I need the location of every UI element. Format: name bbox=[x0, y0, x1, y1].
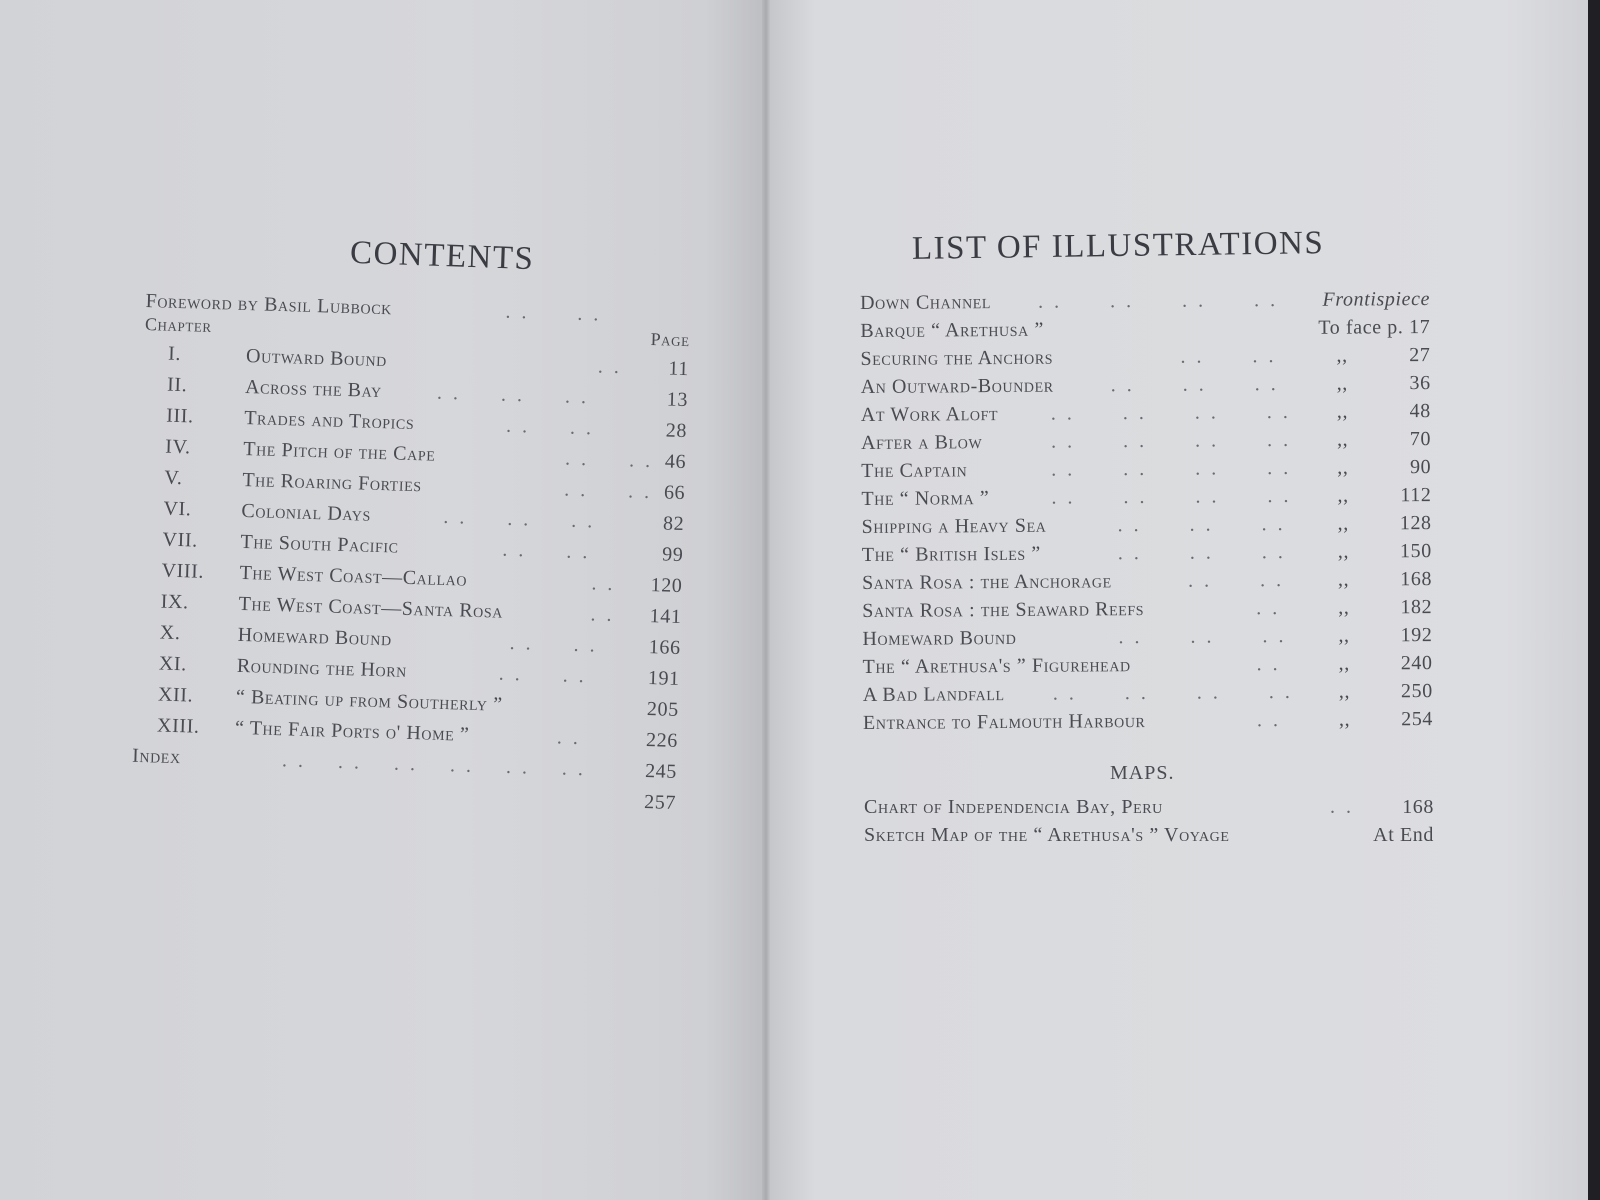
illustration-page: To face p. 17 bbox=[1318, 316, 1431, 339]
index-title: Index bbox=[131, 744, 182, 769]
illustration-page: 240 bbox=[1400, 652, 1433, 675]
chapter-title: Across the Bay bbox=[244, 375, 383, 403]
chapter-title: The West Coast—Santa Rosa bbox=[238, 592, 504, 623]
illustration-row bbox=[863, 708, 1433, 740]
ditto-mark: ,, bbox=[1338, 596, 1350, 619]
map-row bbox=[864, 796, 1434, 824]
illustration-title: Homeward Bound bbox=[862, 626, 1017, 650]
leader-dots: . . . . . . bbox=[1110, 373, 1279, 397]
illustration-page: 36 bbox=[1409, 372, 1431, 395]
leader-dots: . . . . bbox=[498, 662, 588, 688]
illustration-title: Entrance to Falmouth Harbour bbox=[862, 710, 1146, 734]
chapter-title: Rounding the Horn bbox=[236, 654, 408, 682]
leader-dots: . . . . . . . . bbox=[1051, 484, 1292, 509]
illustration-title: Shipping a Heavy Sea bbox=[861, 514, 1047, 538]
leader-dots: . . bbox=[597, 355, 623, 379]
illustrations-heading: LIST OF ILLUSTRATIONS bbox=[911, 225, 1325, 267]
ditto-mark: ,, bbox=[1337, 568, 1350, 591]
leader-dots: . . bbox=[1330, 796, 1354, 818]
chapter-title: “ Beating up from Southerly ” bbox=[235, 685, 503, 716]
chapter-title: Homeward Bound bbox=[237, 623, 393, 651]
chapter-title: Trades and Tropics bbox=[243, 406, 415, 435]
chapter-page: 99 bbox=[661, 543, 684, 567]
illustration-page: 182 bbox=[1400, 596, 1433, 619]
leader-dots: . . bbox=[591, 572, 616, 596]
illustration-title: Santa Rosa : the Seaward Reefs bbox=[862, 598, 1145, 622]
chapter-number: II. bbox=[166, 373, 188, 397]
ditto-mark: ,, bbox=[1336, 428, 1349, 451]
leader-dots: . . . . . . bbox=[1117, 513, 1286, 537]
leader-dots: . . bbox=[1256, 653, 1281, 676]
chapter-number: III. bbox=[165, 404, 194, 428]
chapter-page: 120 bbox=[650, 574, 683, 598]
chapter-page: 141 bbox=[649, 605, 682, 629]
illustration-row bbox=[861, 484, 1431, 516]
illustration-row bbox=[862, 596, 1432, 628]
chapter-title: “ The Fair Ports o' Home ” bbox=[234, 716, 470, 746]
illustration-row bbox=[861, 372, 1431, 404]
book-cover-edge bbox=[1588, 0, 1600, 1200]
chapter-number: V. bbox=[164, 466, 183, 490]
illustration-row bbox=[861, 428, 1431, 460]
chapter-number: VII. bbox=[162, 528, 199, 552]
illustration-title: An Outward-Bounder bbox=[860, 374, 1054, 398]
illustration-page: 27 bbox=[1409, 344, 1431, 367]
ditto-mark: ,, bbox=[1338, 680, 1351, 703]
leader-dots: . . . . bbox=[505, 414, 595, 440]
map-page: 168 bbox=[1402, 796, 1434, 818]
illustration-page: Frontispiece bbox=[1322, 288, 1431, 311]
leader-dots: . . . . . . bbox=[1118, 625, 1287, 649]
illustration-page: 250 bbox=[1400, 680, 1433, 703]
ditto-mark: ,, bbox=[1338, 652, 1350, 675]
illustration-row bbox=[860, 344, 1430, 376]
chapter-page: 82 bbox=[662, 512, 685, 536]
illustration-row bbox=[863, 680, 1433, 712]
illustration-row bbox=[862, 540, 1432, 572]
illustration-title: Down Channel bbox=[860, 291, 992, 314]
leader-dots: . . . . bbox=[509, 631, 598, 657]
illustration-title: The “ Norma ” bbox=[861, 487, 990, 510]
contents-heading: CONTENTS bbox=[349, 234, 535, 278]
illustration-title: Santa Rosa : the Anchorage bbox=[861, 570, 1112, 594]
chapter-number: VIII. bbox=[161, 559, 205, 583]
illustration-title: The “ Arethusa's ” Figurehead bbox=[862, 654, 1131, 678]
chapter-page: 66 bbox=[663, 481, 686, 505]
leader-dots: . . . . . . . . bbox=[1052, 680, 1293, 705]
illustration-page: 70 bbox=[1409, 428, 1432, 451]
leader-dots: . . . . bbox=[1187, 569, 1285, 592]
chapter-number: XI. bbox=[158, 652, 188, 676]
leader-dots: . . . . . . . . bbox=[1050, 428, 1292, 453]
leader-dots: . . bbox=[1256, 597, 1281, 620]
leader-dots: . . . . . . . . . . . . bbox=[281, 749, 587, 781]
maps-list bbox=[864, 796, 1434, 856]
leader-dots: . . . . bbox=[564, 447, 654, 473]
illustration-row bbox=[860, 288, 1430, 320]
ditto-mark: ,, bbox=[1336, 344, 1348, 367]
map-row bbox=[864, 824, 1434, 852]
chapter-number: IV. bbox=[165, 435, 192, 459]
illustration-page: 150 bbox=[1399, 540, 1432, 563]
leader-dots: . . . . bbox=[502, 538, 591, 564]
illustration-row bbox=[862, 512, 1432, 544]
leader-dots: . . . . bbox=[505, 300, 602, 326]
leader-dots: . . . . . . . . bbox=[1051, 456, 1292, 481]
leader-dots: . . . . bbox=[563, 478, 653, 504]
map-title: Sketch Map of the “ Arethusa's ” Voyage bbox=[864, 824, 1230, 846]
ditto-mark: ,, bbox=[1338, 624, 1350, 647]
illustration-title: The “ British Isles ” bbox=[861, 542, 1041, 566]
leader-dots: . . bbox=[556, 726, 582, 750]
chapter-page: 166 bbox=[648, 636, 681, 660]
chapter-page: 46 bbox=[664, 450, 687, 474]
illustration-title: At Work Aloft bbox=[860, 403, 999, 426]
chapter-page: 13 bbox=[666, 388, 689, 412]
illustration-row bbox=[862, 568, 1432, 600]
illustration-title: The Captain bbox=[861, 459, 968, 482]
foreword-title: Foreword by Basil Lubbock bbox=[145, 290, 393, 320]
chapter-title: The South Pacific bbox=[240, 530, 399, 558]
ditto-mark: ,, bbox=[1336, 400, 1349, 423]
chapter-label: Chapter bbox=[144, 313, 213, 336]
illustration-page: 128 bbox=[1399, 512, 1432, 535]
leader-dots: . . . . bbox=[1180, 345, 1277, 368]
chapter-title: The Pitch of the Cape bbox=[243, 437, 436, 466]
maps-heading: MAPS. bbox=[1110, 762, 1175, 784]
chapter-number: VI. bbox=[163, 497, 192, 521]
chapter-page: 28 bbox=[665, 419, 688, 443]
chapter-number: XII. bbox=[157, 683, 194, 707]
illustration-page: 254 bbox=[1401, 708, 1434, 731]
illustrations-list bbox=[860, 288, 1433, 752]
book-gutter bbox=[762, 0, 770, 1200]
illustration-page: 48 bbox=[1409, 400, 1431, 423]
leader-dots: . . bbox=[590, 603, 615, 627]
illustration-row bbox=[861, 400, 1431, 432]
illustration-title: Barque “ Arethusa ” bbox=[860, 318, 1044, 342]
chapter-title: The West Coast—Callao bbox=[239, 561, 468, 591]
leader-dots: . . . . . . bbox=[443, 505, 596, 533]
chapter-title: The Roaring Forties bbox=[242, 468, 422, 497]
chapter-page: 205 bbox=[646, 698, 680, 721]
ditto-mark: ,, bbox=[1337, 540, 1350, 563]
leader-dots: . . . . . . bbox=[1117, 541, 1286, 565]
chapter-number: X. bbox=[159, 621, 181, 645]
chapter-number: I. bbox=[167, 342, 182, 366]
map-title: Chart of Independencia Bay, Peru bbox=[864, 796, 1163, 818]
chapter-page: 191 bbox=[647, 667, 681, 690]
illustration-title: Securing the Anchors bbox=[860, 346, 1054, 370]
ditto-mark: ,, bbox=[1337, 512, 1349, 535]
chapter-list bbox=[131, 342, 690, 814]
foreword-page: 11 bbox=[668, 357, 690, 381]
illustration-page: 112 bbox=[1400, 484, 1432, 507]
illustration-row bbox=[862, 624, 1432, 656]
ditto-mark: ,, bbox=[1337, 456, 1349, 479]
chapter-page: 245 bbox=[644, 760, 678, 783]
illustration-page: 90 bbox=[1409, 456, 1432, 479]
leader-dots: . . . . . . . . bbox=[1037, 289, 1279, 313]
illustration-title: After a Blow bbox=[860, 431, 983, 454]
illustration-row bbox=[860, 316, 1430, 348]
illustration-page: 168 bbox=[1400, 568, 1433, 591]
chapter-page: 226 bbox=[645, 729, 679, 752]
ditto-mark: ,, bbox=[1337, 484, 1349, 507]
map-page: At End bbox=[1373, 824, 1434, 846]
illustration-page: 192 bbox=[1400, 624, 1433, 647]
chapter-title: Outward Bound bbox=[245, 345, 388, 372]
illustration-row bbox=[861, 456, 1431, 488]
page-label: Page bbox=[650, 328, 691, 351]
illustration-row bbox=[863, 652, 1433, 684]
chapter-number: XIII. bbox=[156, 714, 200, 738]
leader-dots: . . bbox=[1256, 709, 1282, 732]
chapter-number: IX. bbox=[160, 590, 189, 614]
leader-dots: . . . . . . bbox=[436, 381, 590, 409]
contents-block bbox=[131, 290, 691, 826]
ditto-mark: ,, bbox=[1338, 708, 1351, 731]
ditto-mark: ,, bbox=[1336, 372, 1348, 395]
chapter-title: Colonial Days bbox=[241, 499, 372, 526]
index-page: 257 bbox=[643, 791, 677, 814]
leader-dots: . . . . . . . . bbox=[1050, 400, 1291, 425]
illustration-title: A Bad Landfall bbox=[862, 683, 1005, 706]
